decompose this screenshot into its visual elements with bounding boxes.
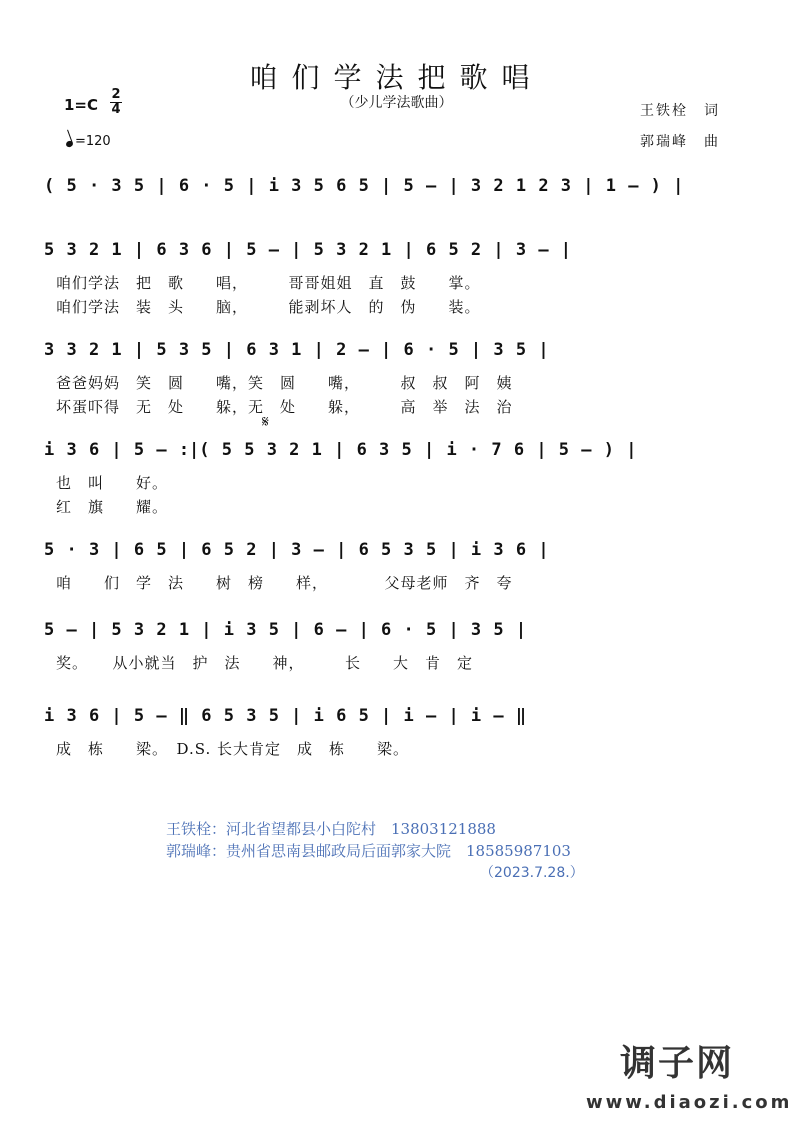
time-signature bbox=[110, 88, 122, 117]
quarter-note-icon bbox=[65, 140, 74, 148]
site-url: www.diaozi.com bbox=[586, 1092, 793, 1113]
score-system-4 bbox=[44, 440, 744, 550]
song-title: 咱们学法把歌唱 bbox=[249, 61, 544, 94]
lyricist-credit: 王铁栓 词 bbox=[640, 103, 720, 119]
lyric-verse-1: 奖。 从小就当 护 法 神， 长 大 肯 定 bbox=[56, 654, 474, 672]
tempo-marking bbox=[66, 134, 111, 149]
lyric-verse-1: 爸爸妈妈 笑 圆 嘴，笑 圆 嘴， 叔 叔 阿 姨 bbox=[56, 374, 513, 392]
notation-line: i 3 6 | 5 – ‖ 6 5 3 5 | i 6 5 | i – | i – ‖ bbox=[44, 706, 527, 726]
time-signature-bottom: 4 bbox=[111, 102, 121, 117]
notation-line: i 3 6 | 5 – :|( 5 5 3 2 1 | 6 3 5 | i · 7 6 | 5 – ) | bbox=[44, 440, 637, 460]
lyric-verse-1: 咱 们 学 法 树 榜 样， 父母老师 齐 夸 bbox=[56, 574, 513, 592]
notation-line: 5 3 2 1 | 6 3 6 | 5 – | 5 3 2 1 | 6 5 2 | 3 – | bbox=[44, 240, 572, 260]
lyric-verse-2: 咱们学法 装 头 脑， 能剥坏人 的 伪 装。 bbox=[56, 298, 481, 316]
lyric-verse-2: 红 旗 耀。 bbox=[56, 498, 169, 516]
notation-line: 5 – | 5 3 2 1 | i 3 5 | 6 – | 6 · 5 | 3 5 | bbox=[44, 620, 527, 640]
score-system-2 bbox=[44, 240, 744, 350]
notation-line: 5 · 3 | 6 5 | 6 5 2 | 3 – | 6 5 3 5 | i 3 6 | bbox=[44, 540, 549, 560]
composer-credit: 郭瑞峰 曲 bbox=[640, 134, 720, 150]
segno-sign-icon: 𝄋 bbox=[262, 412, 269, 431]
key-signature: 1=C bbox=[64, 96, 99, 114]
time-signature-top: 2 bbox=[111, 87, 121, 102]
site-logo: 调子网 bbox=[620, 1043, 735, 1084]
lyric-verse-2: 坏蛋吓得 无 处 躲，无 处 躲， 高 举 法 治 bbox=[56, 398, 513, 416]
lyric-verse-1: 成 栋 梁。 D.S. 长大肯定 成 栋 梁。 bbox=[56, 740, 410, 758]
score-system-3 bbox=[44, 340, 744, 450]
notation-line: ( 5 · 3 5 | 6 · 5 | i 3 5 6 5 | 5 – | 3 2 1 2 3 | 1 – ) | bbox=[44, 176, 684, 196]
score-system-7 bbox=[44, 706, 744, 816]
song-subtitle: （少儿学法歌曲） bbox=[340, 95, 453, 111]
contact-lyricist: 王铁栓：河北省望都县小白陀村 13803121888 bbox=[166, 820, 496, 838]
lyric-verse-1: 也 叫 好。 bbox=[56, 474, 169, 492]
contact-composer: 郭瑞峰：贵州省思南县邮政局后面郭家大院 18585987103 bbox=[166, 842, 571, 860]
date-stamp: （2023.7.28.） bbox=[480, 865, 584, 881]
lyric-verse-1: 咱们学法 把 歌 唱， 哥哥姐姐 直 鼓 掌。 bbox=[56, 274, 481, 292]
tempo-value: =120 bbox=[75, 134, 111, 149]
notation-line: 3 3 2 1 | 5 3 5 | 6 3 1 | 2 – | 6 · 5 | 3 5 | bbox=[44, 340, 549, 360]
